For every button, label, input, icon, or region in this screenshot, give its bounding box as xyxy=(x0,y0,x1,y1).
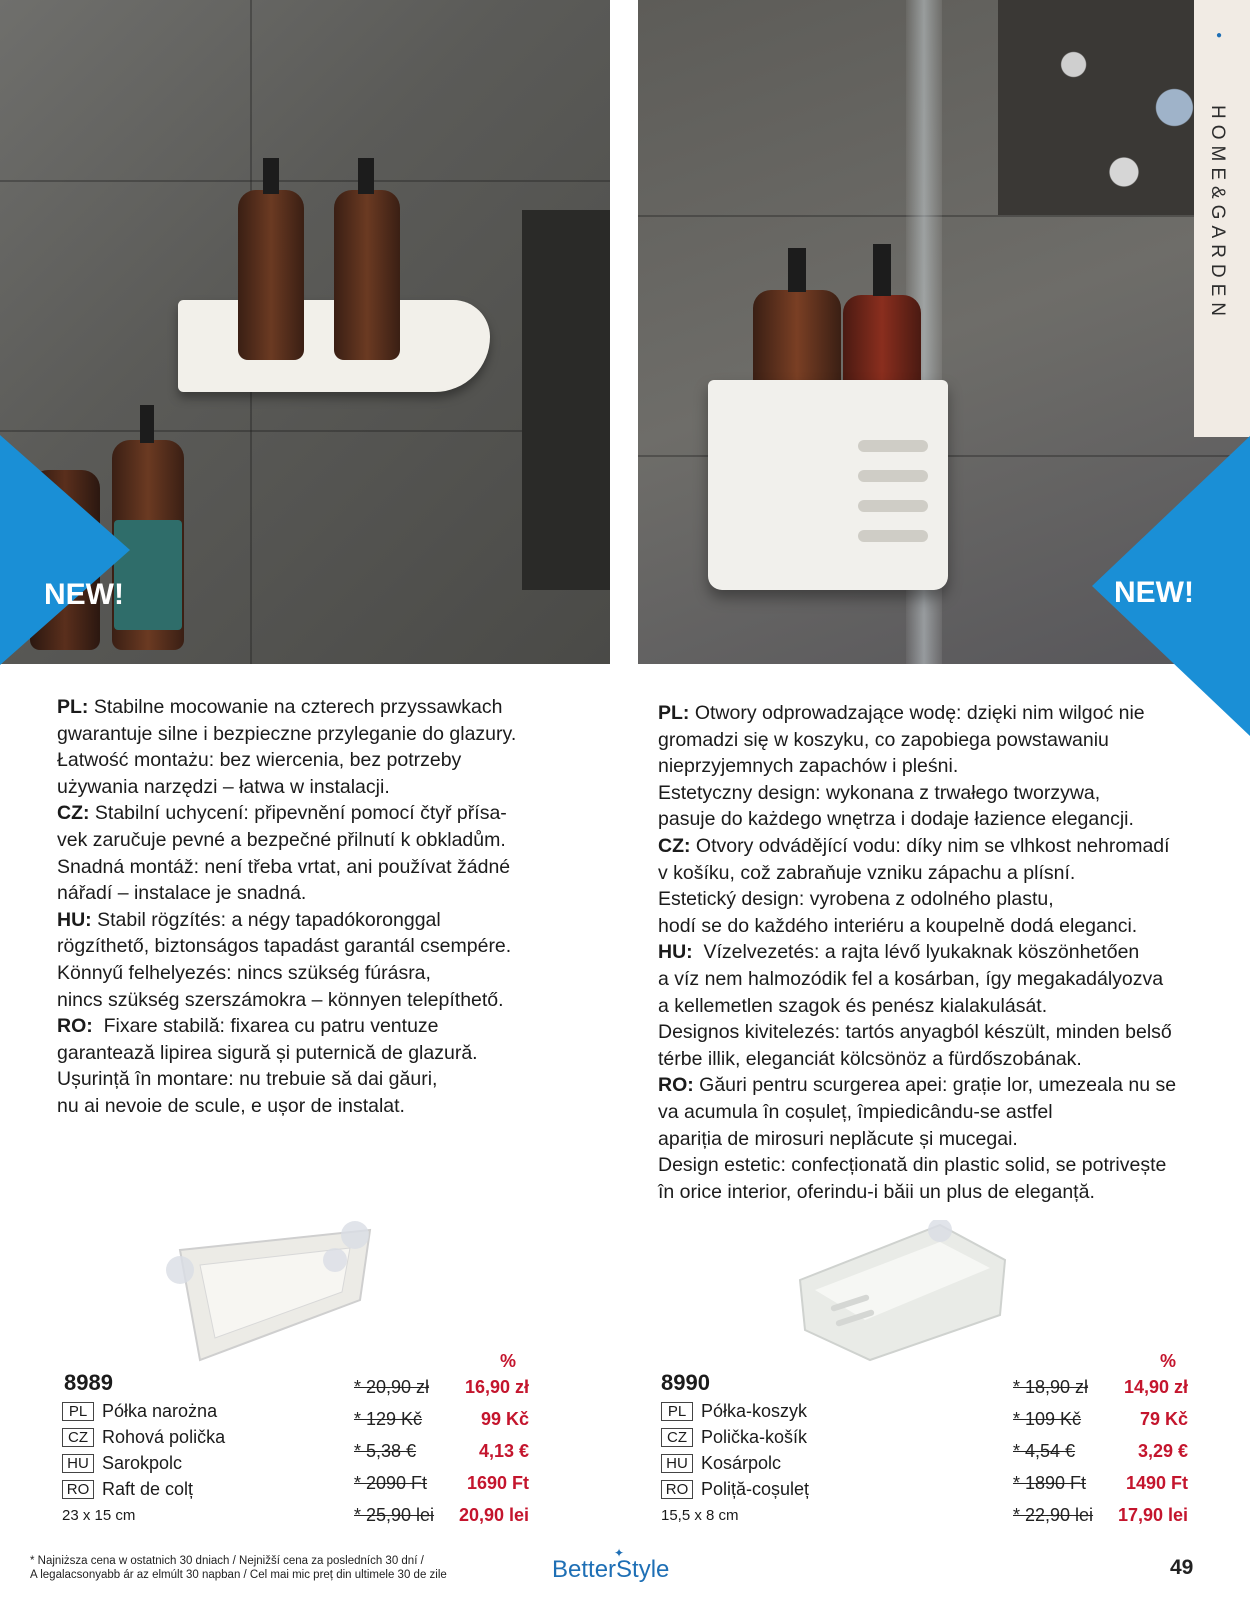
old-price: * 129 Kč xyxy=(354,1409,423,1429)
description-text: Vízelvezetés: a rajta lévő lyukaknak köszönhetően xyxy=(692,941,1140,964)
description-text: Stabilní uchycení: připevnění pomocí čtyř přísa- xyxy=(89,802,507,825)
language-code: PL: xyxy=(658,702,690,724)
product-name-row xyxy=(661,1398,809,1424)
description-text: Otwory odprowadzające wodę: dzięki nim wilgoć nie xyxy=(689,702,1145,724)
category-label: HOME&GARDEN xyxy=(1207,105,1228,322)
description-line xyxy=(658,939,1218,966)
language-code: RO: xyxy=(57,1015,93,1038)
language-code: RO: xyxy=(658,1074,694,1097)
description-text: vek zaručuje pevné a bezpečné přilnutí k obkladům. xyxy=(57,828,506,851)
product-name-row xyxy=(661,1476,809,1502)
language-box: RO xyxy=(661,1480,693,1499)
footnote-line: * Najniższa cena w ostatnich 30 dniach / Nejnižší cena za posledních 30 dní / xyxy=(30,1555,424,1567)
language-box: PL xyxy=(661,1402,693,1421)
product-name: Polička-košík xyxy=(701,1427,808,1447)
price-row xyxy=(354,1467,529,1499)
description-line xyxy=(658,1019,1218,1046)
product-name-row xyxy=(62,1450,225,1476)
new-badge-left-label: NEW! xyxy=(44,578,124,611)
new-badge-right-label: NEW! xyxy=(1114,576,1194,609)
price-row xyxy=(354,1499,529,1531)
product-name: Półka narożna xyxy=(102,1401,218,1421)
language-box: HU xyxy=(62,1454,94,1473)
description-text: Fixare stabilă: fixarea cu patru ventuze xyxy=(92,1015,439,1038)
sku-left: 8989 xyxy=(64,1370,113,1395)
language-code: CZ: xyxy=(57,802,90,825)
old-price: * 5,38 € xyxy=(354,1441,417,1461)
language-box: RO xyxy=(62,1480,94,1499)
language-box: PL xyxy=(62,1402,94,1421)
product-name: Sarokpolc xyxy=(102,1453,183,1473)
star-icon: ✦ xyxy=(614,1546,625,1560)
old-price: * 18,90 zł xyxy=(1013,1377,1089,1397)
description-text: v košíku, což zabraňuje vzniku zápachu a plísní. xyxy=(658,861,1076,884)
price-row xyxy=(1013,1371,1188,1403)
description-text: nieprzyjemnych zapachów i pleśni. xyxy=(658,755,959,778)
brand-logo-text: BetterStyle xyxy=(552,1556,670,1583)
description-line xyxy=(658,806,1218,833)
description-text: nářadí – instalace je snadná. xyxy=(57,882,307,905)
basket-shelf-image xyxy=(790,1220,1015,1365)
tab-mark-icon: ● xyxy=(1216,30,1223,41)
new-price: 14,90 zł xyxy=(1123,1377,1188,1397)
description-line xyxy=(57,694,597,721)
description-line xyxy=(57,721,597,748)
description-text: Łatwość montażu: bez wiercenia, bez potrzeby xyxy=(57,749,462,772)
new-price: 99 Kč xyxy=(480,1409,529,1429)
description-text: nincs szükség szerszámokra – könnyen telepíthető. xyxy=(57,988,504,1011)
language-code: PL: xyxy=(57,696,89,718)
description-line xyxy=(658,780,1218,807)
old-price: * 20,90 zł xyxy=(354,1377,430,1397)
description-line xyxy=(658,1126,1218,1153)
old-price: * 2090 Ft xyxy=(354,1473,428,1493)
description-line xyxy=(57,1066,597,1093)
language-code: CZ: xyxy=(658,834,691,857)
footnote xyxy=(30,1554,447,1582)
price-row xyxy=(354,1403,529,1435)
description-line xyxy=(57,1013,597,1040)
price-row xyxy=(1013,1467,1188,1499)
description-left xyxy=(57,694,597,1120)
old-price: * 22,90 lei xyxy=(1013,1505,1094,1525)
description-text: Stabil rögzítés: a négy tapadókoronggal xyxy=(91,908,441,931)
description-line xyxy=(57,827,597,854)
description-text: używania narzędzi – łatwa w instalacji. xyxy=(57,775,390,798)
product-name-row xyxy=(62,1398,225,1424)
product-dimensions: 23 x 15 cm xyxy=(62,1507,136,1524)
description-text: a víz nem halmozódik fel a kosárban, így megakadályozva xyxy=(658,967,1164,990)
new-price: 16,90 zł xyxy=(464,1377,529,1397)
old-price: * 1890 Ft xyxy=(1013,1473,1087,1493)
old-price: * 25,90 lei xyxy=(354,1505,435,1525)
new-badge-left xyxy=(0,435,130,665)
price-row xyxy=(1013,1403,1188,1435)
description-line xyxy=(57,774,597,801)
page-number: 49 xyxy=(1170,1556,1194,1579)
description-line xyxy=(658,860,1218,887)
description-text: apariția de mirosuri neplăcute și mucegai. xyxy=(658,1127,1018,1150)
product-dimensions: 15,5 x 8 cm xyxy=(661,1507,739,1524)
product-name: Poliță-coșuleț xyxy=(701,1479,810,1499)
language-box: CZ xyxy=(661,1428,693,1447)
description-line xyxy=(658,700,1218,727)
description-text: gwarantuje silne i bezpieczne przyleganie do glazury. xyxy=(57,722,517,745)
description-text: garantează lipirea sigură și puternică de glazură. xyxy=(57,1041,478,1064)
new-price: 1690 Ft xyxy=(466,1473,529,1493)
description-line xyxy=(658,727,1218,754)
price-row xyxy=(1013,1435,1188,1467)
names-right xyxy=(661,1398,809,1529)
price-row xyxy=(1013,1499,1188,1531)
description-line xyxy=(57,880,597,907)
description-text: Snadná montáž: není třeba vrtat, ani používat žádné xyxy=(57,855,511,878)
description-text: gromadzi się w koszyku, co zapobiega powstawaniu xyxy=(658,728,1109,751)
description-text: Designos kivitelezés: tartós anyagból készült, minden belső xyxy=(658,1021,1172,1044)
description-text: Găuri pentru scurgerea apei: grație lor, umezeala nu se xyxy=(693,1074,1177,1097)
description-text: pasuje do każdego wnętrza i dodaje łazience elegancji. xyxy=(658,808,1134,831)
description-text: Könnyű felhelyezés: nincs szükség fúrásra, xyxy=(57,961,431,984)
description-text: hodí se do každého interiéru a koupelně dodá eleganci. xyxy=(658,914,1138,937)
new-price: 3,29 € xyxy=(1137,1441,1188,1461)
product-name-row xyxy=(62,1424,225,1450)
new-price: 4,13 € xyxy=(478,1441,529,1461)
percent-icon: % xyxy=(500,1351,517,1371)
new-price: 79 Kč xyxy=(1139,1409,1188,1429)
product-name: Kosárpolc xyxy=(701,1453,782,1473)
description-line xyxy=(57,747,597,774)
brand-logo xyxy=(552,1546,670,1584)
description-line xyxy=(57,1040,597,1067)
footnote-line: A legalacsonyabb ár az elmúlt 30 napban / Cel mai mic preț din ultimele 30 de zile xyxy=(30,1569,447,1581)
description-line xyxy=(658,833,1218,860)
description-line xyxy=(57,987,597,1014)
description-text: Ușurință în montare: nu trebuie să dai găuri, xyxy=(57,1068,438,1091)
percent-icon: % xyxy=(1160,1351,1177,1371)
description-line xyxy=(57,960,597,987)
description-text: în orice interior, oferindu-i băii un plus de eleganță. xyxy=(658,1180,1095,1203)
description-line xyxy=(57,907,597,934)
description-text: rögzíthető, biztonságos tapadást garantál csempére. xyxy=(57,935,512,958)
product-name-row xyxy=(661,1424,809,1450)
language-code: HU: xyxy=(658,941,693,964)
description-text: Stabilne mocowanie na czterech przyssawkach xyxy=(88,696,503,718)
language-code: HU: xyxy=(57,908,92,931)
description-line xyxy=(57,933,597,960)
description-line xyxy=(57,1093,597,1120)
language-box: CZ xyxy=(62,1428,94,1447)
description-text: a kellemetlen szagok és penész kialakulását. xyxy=(658,994,1048,1017)
product-name: Raft de colț xyxy=(102,1479,194,1499)
price-row xyxy=(354,1371,529,1403)
description-text: térbe illik, eleganciát kölcsönöz a fürdőszobának. xyxy=(658,1047,1082,1070)
description-line xyxy=(658,993,1218,1020)
price-row xyxy=(354,1435,529,1467)
new-price: 17,90 lei xyxy=(1117,1505,1188,1525)
description-text: va acumula în coșuleț, împiedicându-se astfel xyxy=(658,1100,1053,1123)
description-line xyxy=(658,753,1218,780)
description-line xyxy=(57,854,597,881)
old-price: * 4,54 € xyxy=(1013,1441,1076,1461)
description-line xyxy=(658,913,1218,940)
description-line xyxy=(658,1046,1218,1073)
description-line xyxy=(658,1152,1218,1179)
description-text: nu ai nevoie de scule, e ușor de instalat. xyxy=(57,1094,405,1117)
new-price: 20,90 lei xyxy=(458,1505,529,1525)
description-text: Estetyczny design: wykonana z trwałego tworzywa, xyxy=(658,781,1101,804)
corner-shelf-image xyxy=(160,1210,390,1370)
description-text: Estetický design: vyrobena z odolného plastu, xyxy=(658,888,1054,911)
language-box: HU xyxy=(661,1454,693,1473)
sku-right: 8990 xyxy=(661,1370,710,1395)
description-line xyxy=(658,1072,1218,1099)
description-line xyxy=(658,966,1218,993)
product-name: Rohová polička xyxy=(102,1427,226,1447)
prices-right xyxy=(1013,1371,1188,1531)
description-line xyxy=(658,1179,1218,1206)
product-name: Półka-koszyk xyxy=(701,1401,808,1421)
description-line xyxy=(658,886,1218,913)
product-name-row xyxy=(62,1476,225,1502)
names-left xyxy=(62,1398,225,1529)
description-line xyxy=(57,800,597,827)
old-price: * 109 Kč xyxy=(1013,1409,1082,1429)
description-text: Otvory odvádějící vodu: díky nim se vlhkost nehromadí xyxy=(690,834,1170,857)
description-line xyxy=(658,1099,1218,1126)
description-right xyxy=(658,700,1218,1205)
new-price: 1490 Ft xyxy=(1125,1473,1188,1493)
description-text: Design estetic: confecționată din plastic solid, se potrivește xyxy=(658,1154,1167,1177)
product-name-row xyxy=(661,1450,809,1476)
prices-left xyxy=(354,1371,529,1531)
